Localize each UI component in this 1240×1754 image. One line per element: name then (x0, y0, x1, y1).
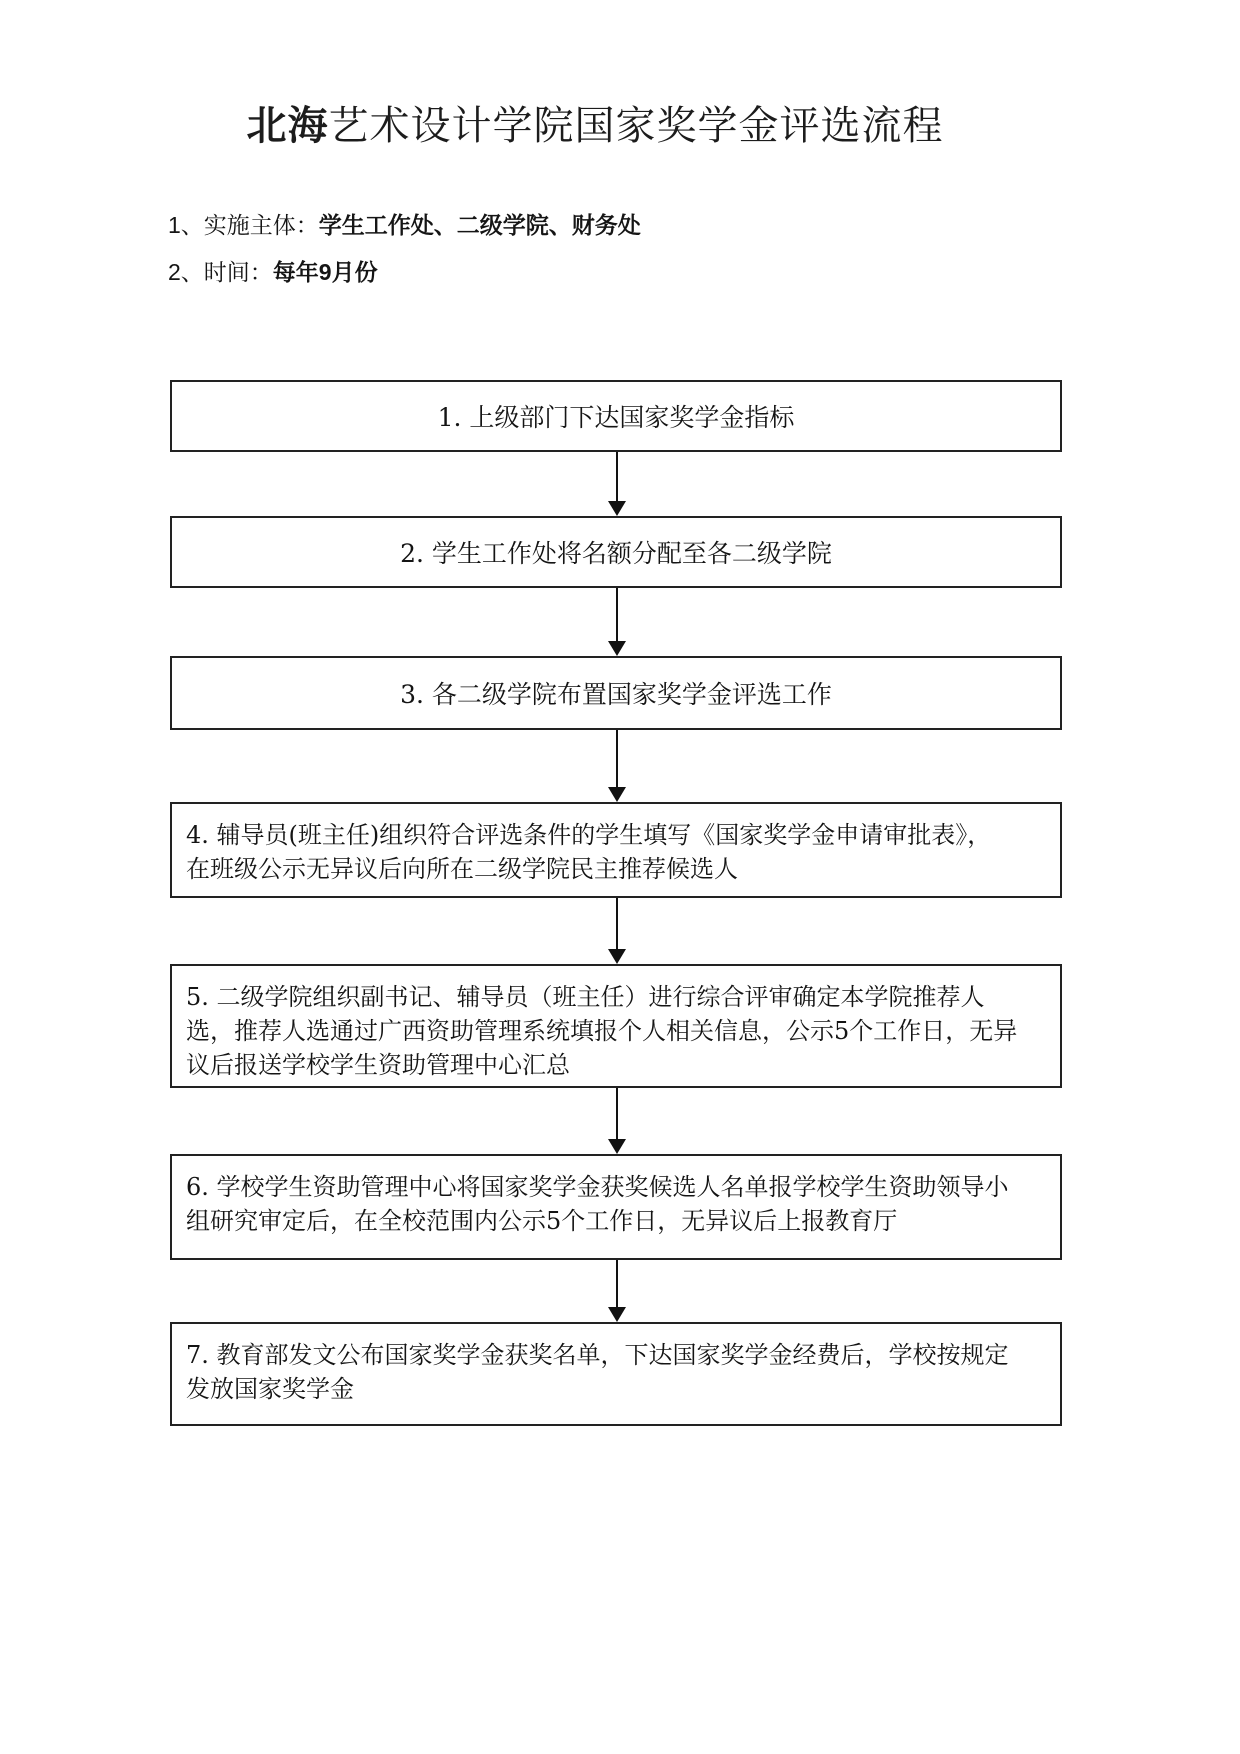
flow-arrow-1-icon (608, 452, 626, 516)
intro-item-time (168, 249, 641, 296)
arrow-shaft (616, 1260, 618, 1307)
intro-list (168, 202, 641, 296)
flow-step-4-text-line-1: 4. 辅导员(班主任)组织符合评选条件的学生填写《国家奖学金申请审批表》， (186, 821, 992, 849)
flow-step-6-text-line-2: 组研究审定后，在全校范围内公示5个工作日，无异议后上报教育厅 (186, 1207, 898, 1235)
flow-step-5-text-line-1: 5. 二级学院组织副书记、辅导员（班主任）进行综合评审确定本学院推荐人 (186, 983, 985, 1011)
flow-arrow-3-icon (608, 730, 626, 802)
flow-arrow-6-icon (608, 1260, 626, 1322)
flow-step-2-box (170, 516, 1062, 588)
arrow-shaft (616, 452, 618, 501)
intro-item-implementers (168, 202, 641, 249)
arrow-head (608, 949, 626, 964)
flow-step-7-box (170, 1322, 1062, 1426)
arrow-head (608, 641, 626, 656)
flow-step-5-box (170, 964, 1062, 1088)
flow-step-2-text: 2. 学生工作处将名额分配至各二级学院 (400, 539, 832, 568)
arrow-head (608, 1307, 626, 1322)
intro-item-label: 1、实施主体： (168, 212, 319, 238)
flow-step-1-text: 1. 上级部门下达国家奖学金指标 (437, 403, 795, 432)
flow-arrow-5-icon (608, 1088, 626, 1154)
flow-arrow-2-icon (608, 588, 626, 656)
flow-step-3-box (170, 656, 1062, 730)
flow-step-6-box (170, 1154, 1062, 1260)
arrow-shaft (616, 1088, 618, 1139)
flow-arrow-4-icon (608, 898, 626, 964)
flow-step-5-text-line-3: 议后报送学校学生资助管理中心汇总 (186, 1051, 570, 1079)
flow-step-1-box (170, 380, 1062, 452)
arrow-head (608, 501, 626, 516)
intro-item-value: 学生工作处、二级学院、财务处 (318, 212, 641, 238)
flow-step-4-text-line-2: 在班级公示无异议后向所在二级学院民主推荐候选人 (186, 855, 738, 883)
page-title-rest-part: 艺术设计学院国家奖学金评选流程 (328, 104, 944, 148)
arrow-shaft (616, 730, 618, 787)
flow-step-3-text: 3. 各二级学院布置国家奖学金评选工作 (400, 680, 832, 709)
arrow-head (608, 787, 626, 802)
arrow-head (608, 1139, 626, 1154)
flow-step-4-box (170, 802, 1062, 898)
flow-step-7-text-line-1: 7. 教育部发文公布国家奖学金获奖名单，下达国家奖学金经费后，学校按规定 (186, 1341, 1009, 1369)
arrow-shaft (616, 588, 618, 641)
intro-item-label: 2、时间： (168, 259, 273, 285)
page-title (0, 100, 1190, 152)
page-title-bold-part: 北海 (246, 104, 329, 148)
flow-step-5-text-line-2: 选，推荐人选通过广西资助管理系统填报个人相关信息，公示5个工作日，无异 (186, 1017, 1018, 1045)
intro-item-value: 每年9月份 (272, 259, 378, 285)
arrow-shaft (616, 898, 618, 949)
flow-step-7-text-line-2: 发放国家奖学金 (186, 1375, 354, 1403)
flow-step-6-text-line-1: 6. 学校学生资助管理中心将国家奖学金获奖候选人名单报学校学生资助领导小 (186, 1173, 1009, 1201)
